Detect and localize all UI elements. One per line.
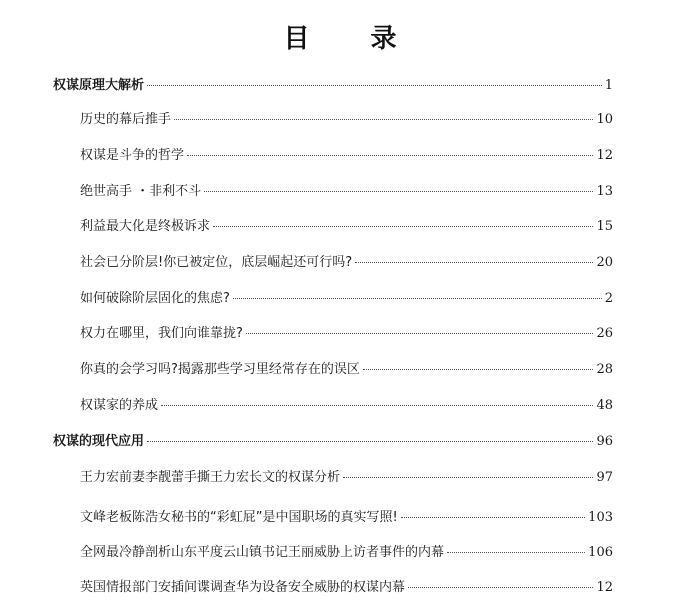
- toc-entry-label: 王力宏前妻李靓蕾手撕王力宏长文的权谋分析: [80, 470, 341, 485]
- toc-entry-label: 你真的会学习吗?揭露那些学习里经常存在的误区: [80, 362, 360, 377]
- toc-entry-label: 利益最大化是终极诉求: [80, 219, 211, 234]
- toc-entry[interactable]: [80, 394, 613, 414]
- page-title: 目 录: [283, 24, 423, 54]
- toc-entry-page: 48: [596, 398, 613, 413]
- toc-entry[interactable]: [80, 144, 613, 164]
- toc-entry-label: 社会已分阶层!你已被定位，底层崛起还可行吗?: [80, 255, 353, 270]
- toc-entry-label: 全网最冷静剖析山东平度云山镇书记王丽威胁上访者事件的内幕: [80, 545, 445, 560]
- toc-entry-page: 103: [588, 510, 613, 525]
- dot-leader: [187, 155, 593, 156]
- dot-leader: [408, 587, 593, 588]
- toc-entry[interactable]: [80, 506, 613, 526]
- toc-entry-page: 26: [596, 326, 613, 341]
- toc-entry-page: 97: [596, 470, 613, 485]
- toc-entry[interactable]: [53, 430, 613, 450]
- toc-entry-label: 绝世高手 ・非利不斗: [80, 184, 202, 199]
- dot-leader: [233, 298, 602, 299]
- toc-entry[interactable]: [80, 287, 613, 307]
- dot-leader: [147, 85, 602, 86]
- toc-entry-page: 12: [596, 580, 613, 595]
- dot-leader: [246, 333, 594, 334]
- toc-entry-label: 英国情报部门安插间谍调查华为设备安全威胁的权谋内幕: [80, 580, 406, 595]
- toc-entry[interactable]: [80, 541, 613, 561]
- toc-entry-label: 权力在哪里，我们向谁靠拢?: [80, 326, 243, 341]
- toc-entry-page: 15: [596, 219, 613, 234]
- toc-entry-label: 权谋的现代应用: [53, 434, 145, 449]
- toc-entry-page: 13: [596, 184, 613, 199]
- dot-leader: [363, 369, 594, 370]
- toc-entry-page: 10: [596, 112, 613, 127]
- dot-leader: [147, 441, 593, 442]
- toc-entry[interactable]: [80, 358, 613, 378]
- toc-entry-page: 106: [588, 545, 613, 560]
- toc-entry[interactable]: [80, 180, 613, 200]
- toc-entry[interactable]: [80, 215, 613, 235]
- toc-entry-label: 文峰老板陈浩女秘书的“彩虹屁”是中国职场的真实写照!: [80, 510, 398, 525]
- toc-entry-label: 权谋家的养成: [80, 398, 159, 413]
- toc-entry-label: 权谋是斗争的哲学: [80, 148, 185, 163]
- toc-entry[interactable]: [80, 322, 613, 342]
- toc-entry-label: 权谋原理大解析: [53, 78, 145, 93]
- toc-entry[interactable]: [80, 251, 613, 271]
- toc-entry-page: 2: [604, 291, 613, 306]
- toc-entry-label: 如何破除阶层固化的焦虑?: [80, 291, 230, 306]
- toc-entry-page: 1: [604, 78, 613, 93]
- toc-entry[interactable]: [80, 576, 613, 596]
- dot-leader: [174, 119, 593, 120]
- dot-leader: [204, 191, 593, 192]
- dot-leader: [447, 552, 585, 553]
- toc-entry-page: 20: [596, 255, 613, 270]
- toc-entry-page: 96: [596, 434, 613, 449]
- toc-entry-label: 历史的幕后推手: [80, 112, 172, 127]
- toc-entry-page: 28: [596, 362, 613, 377]
- dot-leader: [343, 477, 593, 478]
- toc-entry[interactable]: [80, 466, 613, 486]
- dot-leader: [401, 517, 585, 518]
- dot-leader: [355, 262, 593, 263]
- toc-entry[interactable]: [80, 108, 613, 128]
- dot-leader: [161, 405, 593, 406]
- dot-leader: [213, 226, 593, 227]
- toc-entry-page: 12: [596, 148, 613, 163]
- toc-entry[interactable]: [53, 74, 613, 94]
